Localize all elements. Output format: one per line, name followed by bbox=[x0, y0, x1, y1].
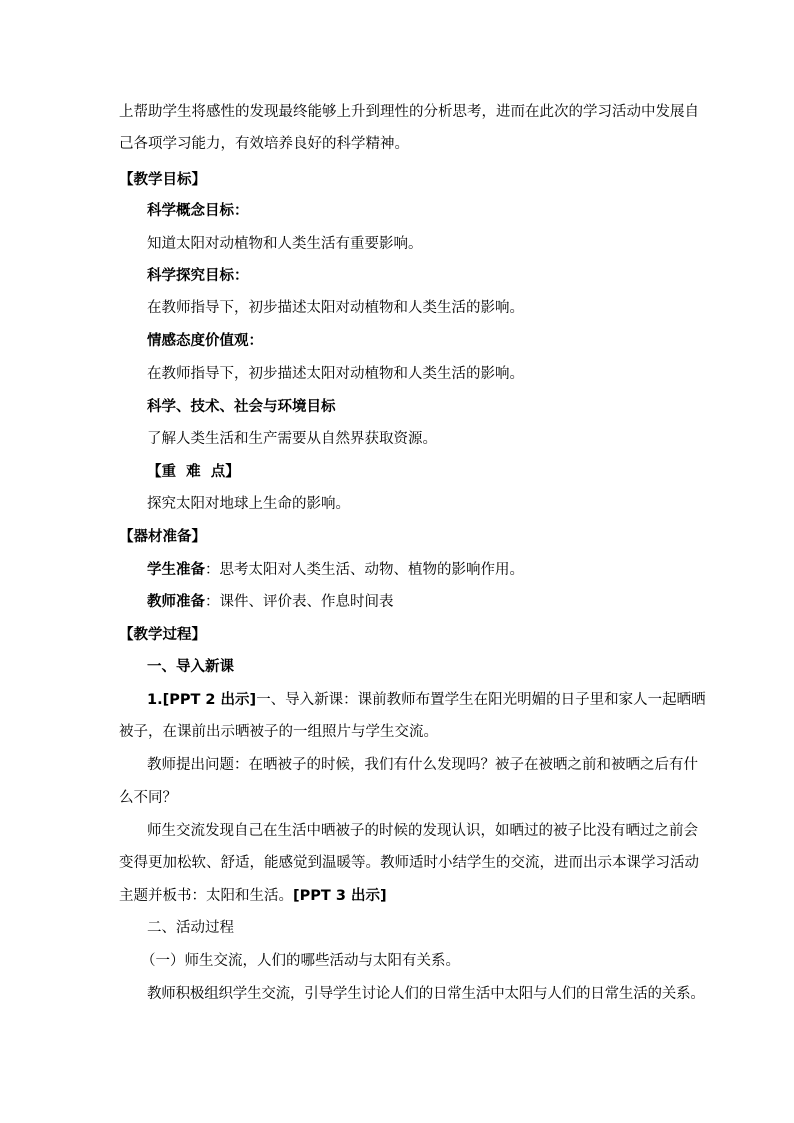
subheading-concept: 科学概念目标： bbox=[147, 203, 249, 219]
subheading-inquiry: 科学探究目标： bbox=[147, 268, 249, 284]
exchange-ppt: [PPT 3 出示] bbox=[293, 888, 387, 904]
exchange-line bbox=[119, 886, 387, 906]
question-line: 么不同？ bbox=[119, 790, 177, 806]
step1-prefix: 1.[PPT 2 出示] bbox=[147, 692, 257, 708]
step1-line: 被子，在课前出示晒被子的一组照片与学生交流。 bbox=[119, 724, 438, 740]
key-points-text: 探究太阳对地球上生命的影响。 bbox=[147, 496, 350, 512]
teacher-prep bbox=[147, 592, 394, 612]
student-prep bbox=[147, 560, 524, 580]
concept-text: 知道太阳对动植物和人类生活有重要影响。 bbox=[147, 236, 423, 252]
inquiry-text: 在教师指导下，初步描述太阳对动植物和人类生活的影响。 bbox=[147, 300, 524, 316]
teacher-prep-text: ：课件、评价表、作息时间表 bbox=[205, 594, 394, 610]
subheading-intro: 一、导入新课 bbox=[147, 659, 234, 675]
section-heading-process: 【教学过程】 bbox=[119, 627, 206, 643]
stse-text: 了解人类生活和生产需要从自然界获取资源。 bbox=[147, 431, 437, 447]
exchange-line: 师生交流发现自己在生活中晒被子的时候的发现认识，如晒过的被子比没有晒过之前会 bbox=[147, 823, 698, 839]
attitude-text: 在教师指导下，初步描述太阳对动植物和人类生活的影响。 bbox=[147, 366, 524, 382]
question-line: 教师提出问题：在晒被子的时候，我们有什么发现吗？被子在被晒之前和被晒之后有什 bbox=[147, 757, 698, 773]
subheading-sub1: （一）师生交流，人们的哪些活动与太阳有关系。 bbox=[141, 953, 460, 969]
subheading-attitude: 情感态度价值观： bbox=[147, 333, 263, 349]
exchange-text: 主题并板书：太阳和生活。 bbox=[119, 888, 293, 904]
teacher-prep-label: 教师准备 bbox=[147, 594, 205, 610]
step1-text: 一、导入新课：课前教师布置学生在阳光明媚的日子里和家人一起晒晒 bbox=[256, 692, 706, 708]
student-prep-text: ：思考太阳对人类生活、动物、植物的影响作用。 bbox=[205, 562, 524, 578]
section-heading-key-points: 【重 难 点】 bbox=[147, 464, 240, 480]
section-heading-goals: 【教学目标】 bbox=[119, 172, 206, 188]
sub1-text: 教师积极组织学生交流，引导学生讨论人们的日常生活中太阳与人们的日常生活的关系。 bbox=[147, 986, 705, 1002]
exchange-line: 变得更加松软、舒适，能感觉到温暖等。教师适时小结学生的交流，进而出示本课学习活动 bbox=[119, 855, 699, 871]
step1-line bbox=[147, 690, 706, 710]
student-prep-label: 学生准备 bbox=[147, 562, 205, 578]
section-heading-equipment: 【器材准备】 bbox=[119, 529, 206, 545]
subheading-activity: 二、活动过程 bbox=[147, 920, 234, 936]
subheading-stse: 科学、技术、社会与环境目标 bbox=[147, 399, 336, 415]
paragraph-line: 己各项学习能力，有效培养良好的科学精神。 bbox=[119, 136, 409, 152]
paragraph-line: 上帮助学生将感性的发现最终能够上升到理性的分析思考，进而在此次的学习活动中发展自 bbox=[119, 104, 699, 120]
